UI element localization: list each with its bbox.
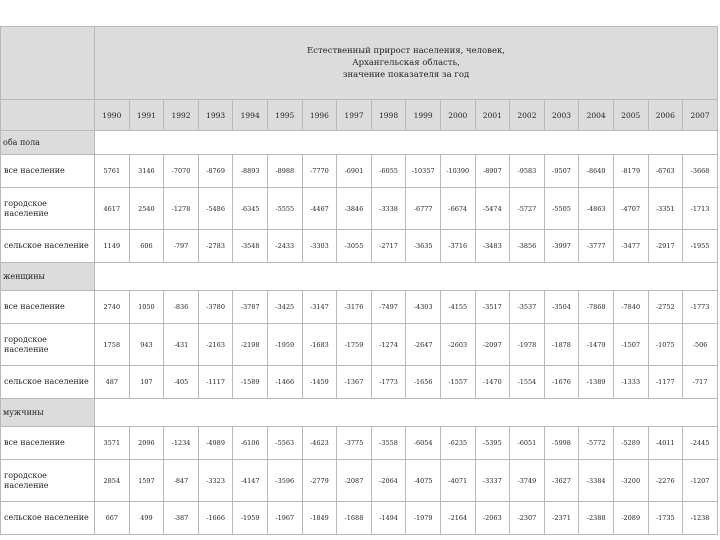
year-header-cell: 1993 xyxy=(198,100,233,131)
value-cell: -3303 xyxy=(302,230,337,263)
value-cell: -1979 xyxy=(406,502,441,535)
table-row xyxy=(1,324,718,366)
value-cell: -2371 xyxy=(544,502,579,535)
value-cell: -5998 xyxy=(544,427,579,460)
table-row xyxy=(1,155,718,188)
value-cell: -3337 xyxy=(475,460,510,502)
value-cell: -2717 xyxy=(371,230,406,263)
row-label: сельское население xyxy=(1,502,95,535)
value-cell: -1479 xyxy=(579,324,614,366)
table-row xyxy=(1,502,718,535)
value-cell: -8907 xyxy=(475,155,510,188)
value-cell: -2276 xyxy=(648,460,683,502)
year-header-cell: 1991 xyxy=(129,100,164,131)
value-cell: -2783 xyxy=(198,230,233,263)
value-cell: -1466 xyxy=(267,366,302,399)
year-header-row xyxy=(1,100,718,131)
value-cell: -8769 xyxy=(198,155,233,188)
year-header-cell: 2002 xyxy=(510,100,545,131)
value-cell: -7770 xyxy=(302,155,337,188)
table-row xyxy=(1,427,718,460)
value-cell: -6054 xyxy=(406,427,441,460)
value-cell: -4155 xyxy=(440,291,475,324)
table-title xyxy=(95,27,718,100)
value-cell: -1557 xyxy=(440,366,475,399)
year-header-cell: 1995 xyxy=(267,100,302,131)
value-cell: -1688 xyxy=(337,502,372,535)
value-cell: -3483 xyxy=(475,230,510,263)
section-label: женщины xyxy=(1,263,95,291)
value-cell: -2752 xyxy=(648,291,683,324)
value-cell: -3517 xyxy=(475,291,510,324)
value-cell: 487 xyxy=(95,366,130,399)
year-header-cell: 1990 xyxy=(95,100,130,131)
value-cell: -1759 xyxy=(337,324,372,366)
value-cell: -6901 xyxy=(337,155,372,188)
value-cell: -1849 xyxy=(302,502,337,535)
value-cell: -3200 xyxy=(613,460,648,502)
value-cell: -2647 xyxy=(406,324,441,366)
value-cell: 2096 xyxy=(129,427,164,460)
value-cell: -3338 xyxy=(371,188,406,230)
section-label: мужчины xyxy=(1,399,95,427)
value-cell: -6106 xyxy=(233,427,268,460)
value-cell: -6763 xyxy=(648,155,683,188)
table-body xyxy=(1,131,718,535)
value-cell: -3384 xyxy=(579,460,614,502)
section-row xyxy=(1,399,718,427)
value-cell: -3596 xyxy=(267,460,302,502)
value-cell: -3147 xyxy=(302,291,337,324)
value-cell: -1589 xyxy=(233,366,268,399)
top-margin xyxy=(0,0,720,26)
value-cell: -3323 xyxy=(198,460,233,502)
value-cell: -6674 xyxy=(440,188,475,230)
value-cell: -3668 xyxy=(683,155,718,188)
table-row xyxy=(1,460,718,502)
value-cell: -3749 xyxy=(510,460,545,502)
section-spacer xyxy=(95,399,718,427)
value-cell: -3504 xyxy=(544,291,579,324)
section-row xyxy=(1,131,718,155)
value-cell: -2097 xyxy=(475,324,510,366)
value-cell: -8988 xyxy=(267,155,302,188)
section-row xyxy=(1,263,718,291)
value-cell: -3477 xyxy=(613,230,648,263)
value-cell: -2089 xyxy=(613,502,648,535)
value-cell: -1735 xyxy=(648,502,683,535)
value-cell: -10390 xyxy=(440,155,475,188)
value-cell: -2603 xyxy=(440,324,475,366)
value-cell: 667 xyxy=(95,502,130,535)
value-cell: -5555 xyxy=(267,188,302,230)
value-cell: -3176 xyxy=(337,291,372,324)
value-cell: -1274 xyxy=(371,324,406,366)
value-cell: -1117 xyxy=(198,366,233,399)
value-cell: -5474 xyxy=(475,188,510,230)
value-cell: -4147 xyxy=(233,460,268,502)
value-cell: 2854 xyxy=(95,460,130,502)
value-cell: -431 xyxy=(164,324,199,366)
population-growth-table xyxy=(0,26,718,535)
value-cell: -1967 xyxy=(267,502,302,535)
value-cell: -1773 xyxy=(683,291,718,324)
value-cell: -6235 xyxy=(440,427,475,460)
value-cell: -1234 xyxy=(164,427,199,460)
value-cell: -4071 xyxy=(440,460,475,502)
value-cell: -1075 xyxy=(648,324,683,366)
value-cell: -2307 xyxy=(510,502,545,535)
value-cell: -5395 xyxy=(475,427,510,460)
value-cell: -1959 xyxy=(233,502,268,535)
value-cell: -3627 xyxy=(544,460,579,502)
row-label: все население xyxy=(1,155,95,188)
table-row xyxy=(1,366,718,399)
value-cell: -1459 xyxy=(302,366,337,399)
value-cell: -2064 xyxy=(371,460,406,502)
year-header-cell: 2000 xyxy=(440,100,475,131)
value-cell: -6055 xyxy=(371,155,406,188)
year-corner-cell xyxy=(1,100,95,131)
value-cell: -797 xyxy=(164,230,199,263)
year-header-cell: 1994 xyxy=(233,100,268,131)
title-line-3: значение показателя за год xyxy=(342,70,470,80)
value-cell: -3635 xyxy=(406,230,441,263)
value-cell: -1507 xyxy=(613,324,648,366)
value-cell: -1978 xyxy=(510,324,545,366)
value-cell: -3856 xyxy=(510,230,545,263)
title-line-2: Архангельская область, xyxy=(352,58,460,68)
table-row xyxy=(1,230,718,263)
year-header-cell: 2004 xyxy=(579,100,614,131)
value-cell: -2087 xyxy=(337,460,372,502)
value-cell: -1959 xyxy=(267,324,302,366)
value-cell: -9507 xyxy=(544,155,579,188)
row-label: сельское население xyxy=(1,230,95,263)
value-cell: -836 xyxy=(164,291,199,324)
value-cell: -2445 xyxy=(683,427,718,460)
value-cell: 2740 xyxy=(95,291,130,324)
value-cell: 606 xyxy=(129,230,164,263)
value-cell: -3055 xyxy=(337,230,372,263)
value-cell: -3780 xyxy=(198,291,233,324)
value-cell: -3775 xyxy=(337,427,372,460)
year-header-cell: 1992 xyxy=(164,100,199,131)
value-cell: 1050 xyxy=(129,291,164,324)
value-cell: -1878 xyxy=(544,324,579,366)
value-cell: -3716 xyxy=(440,230,475,263)
value-cell: -2433 xyxy=(267,230,302,263)
value-cell: -8640 xyxy=(579,155,614,188)
value-cell: -1773 xyxy=(371,366,406,399)
row-label: все население xyxy=(1,291,95,324)
year-header-cell: 1998 xyxy=(371,100,406,131)
table-row xyxy=(1,188,718,230)
row-label: городское население xyxy=(1,324,95,366)
value-cell: -1656 xyxy=(406,366,441,399)
value-cell: -1389 xyxy=(579,366,614,399)
value-cell: -405 xyxy=(164,366,199,399)
value-cell: -3558 xyxy=(371,427,406,460)
value-cell: -3425 xyxy=(267,291,302,324)
value-cell: 499 xyxy=(129,502,164,535)
year-header-cell: 2005 xyxy=(613,100,648,131)
value-cell: -1494 xyxy=(371,502,406,535)
value-cell: -1554 xyxy=(510,366,545,399)
value-cell: -5772 xyxy=(579,427,614,460)
value-cell: -2779 xyxy=(302,460,337,502)
value-cell: -5563 xyxy=(267,427,302,460)
value-cell: -2163 xyxy=(198,324,233,366)
year-header-cell: 2006 xyxy=(648,100,683,131)
value-cell: -4863 xyxy=(579,188,614,230)
value-cell: -3787 xyxy=(233,291,268,324)
value-cell: 5761 xyxy=(95,155,130,188)
value-cell: -847 xyxy=(164,460,199,502)
value-cell: -4707 xyxy=(613,188,648,230)
value-cell: -1367 xyxy=(337,366,372,399)
row-label: все население xyxy=(1,427,95,460)
year-header-cell: 1996 xyxy=(302,100,337,131)
value-cell: -3537 xyxy=(510,291,545,324)
value-cell: -10357 xyxy=(406,155,441,188)
value-cell: -387 xyxy=(164,502,199,535)
year-header-cell: 1999 xyxy=(406,100,441,131)
row-label: сельское население xyxy=(1,366,95,399)
value-cell: -4011 xyxy=(648,427,683,460)
value-cell: -8893 xyxy=(233,155,268,188)
year-header-cell: 2001 xyxy=(475,100,510,131)
value-cell: -2164 xyxy=(440,502,475,535)
value-cell: 1758 xyxy=(95,324,130,366)
value-cell: 107 xyxy=(129,366,164,399)
value-cell: -5727 xyxy=(510,188,545,230)
year-header-cell: 1997 xyxy=(337,100,372,131)
value-cell: -1333 xyxy=(613,366,648,399)
value-cell: -6345 xyxy=(233,188,268,230)
value-cell: -8179 xyxy=(613,155,648,188)
value-cell: -3351 xyxy=(648,188,683,230)
value-cell: -1713 xyxy=(683,188,718,230)
year-header-cell: 2007 xyxy=(683,100,718,131)
value-cell: -1470 xyxy=(475,366,510,399)
value-cell: -4989 xyxy=(198,427,233,460)
title-line-1: Естественный прирост населения, человек, xyxy=(307,46,505,56)
value-cell: -6051 xyxy=(510,427,545,460)
value-cell: -2063 xyxy=(475,502,510,535)
value-cell: -7868 xyxy=(579,291,614,324)
value-cell: -7070 xyxy=(164,155,199,188)
year-header-cell: 2003 xyxy=(544,100,579,131)
value-cell: -2388 xyxy=(579,502,614,535)
value-cell: -5486 xyxy=(198,188,233,230)
value-cell: -4467 xyxy=(302,188,337,230)
value-cell: -5505 xyxy=(544,188,579,230)
section-label: оба пола xyxy=(1,131,95,155)
value-cell: -1955 xyxy=(683,230,718,263)
value-cell: -1278 xyxy=(164,188,199,230)
value-cell: -6777 xyxy=(406,188,441,230)
value-cell: -4623 xyxy=(302,427,337,460)
value-cell: -2198 xyxy=(233,324,268,366)
value-cell: 3146 xyxy=(129,155,164,188)
value-cell: -7840 xyxy=(613,291,648,324)
value-cell: 4617 xyxy=(95,188,130,230)
value-cell: -3846 xyxy=(337,188,372,230)
value-cell: -3997 xyxy=(544,230,579,263)
value-cell: -1177 xyxy=(648,366,683,399)
value-cell: 1597 xyxy=(129,460,164,502)
value-cell: -1207 xyxy=(683,460,718,502)
value-cell: -2917 xyxy=(648,230,683,263)
row-label: городское население xyxy=(1,460,95,502)
value-cell: -1666 xyxy=(198,502,233,535)
value-cell: -3548 xyxy=(233,230,268,263)
value-cell: -4303 xyxy=(406,291,441,324)
value-cell: 1149 xyxy=(95,230,130,263)
value-cell: -717 xyxy=(683,366,718,399)
title-corner-cell xyxy=(1,27,95,100)
value-cell: 3571 xyxy=(95,427,130,460)
table-row xyxy=(1,291,718,324)
row-label: городское население xyxy=(1,188,95,230)
value-cell: -3777 xyxy=(579,230,614,263)
value-cell: -1683 xyxy=(302,324,337,366)
value-cell: -1676 xyxy=(544,366,579,399)
section-spacer xyxy=(95,131,718,155)
value-cell: -506 xyxy=(683,324,718,366)
value-cell: -9583 xyxy=(510,155,545,188)
value-cell: -5289 xyxy=(613,427,648,460)
value-cell: 2540 xyxy=(129,188,164,230)
value-cell: 943 xyxy=(129,324,164,366)
section-spacer xyxy=(95,263,718,291)
value-cell: -1238 xyxy=(683,502,718,535)
value-cell: -7497 xyxy=(371,291,406,324)
value-cell: -4075 xyxy=(406,460,441,502)
